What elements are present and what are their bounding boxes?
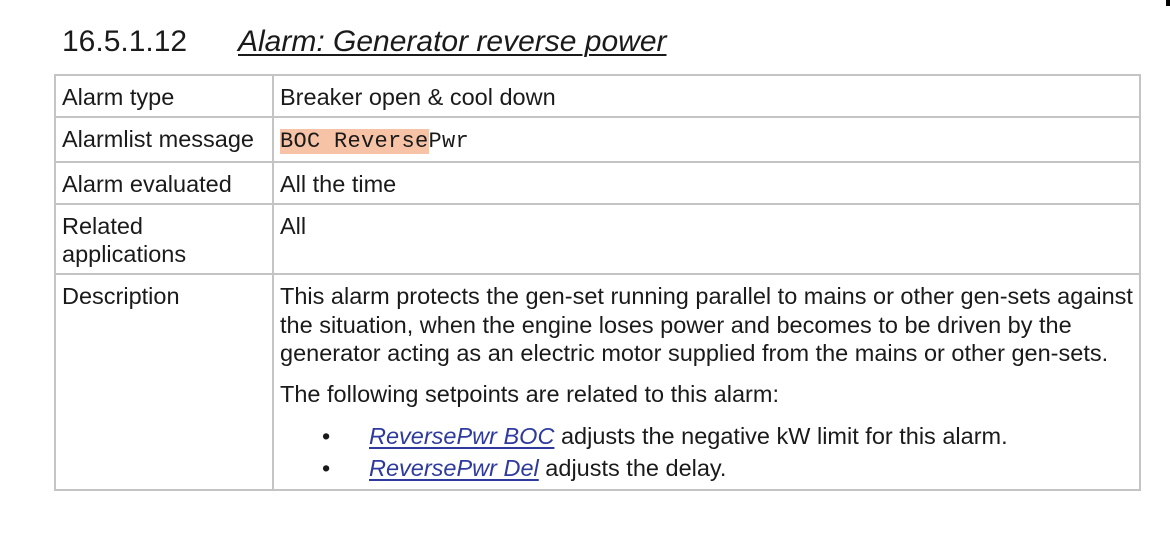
setpoint-link-reversepwr-boc[interactable]: ReversePwr BOC <box>369 423 555 449</box>
alarmlist-message-value <box>273 117 1140 162</box>
setpoint-text: adjusts the delay. <box>538 455 727 481</box>
section-title: Alarm: Generator reverse power <box>238 25 667 58</box>
alarmlist-message-highlighted: BOC Reverse <box>280 129 429 154</box>
table-row-description <box>55 274 1140 490</box>
alarm-info-table <box>54 74 1141 491</box>
description-value <box>273 274 1140 490</box>
row-label: Alarm evaluated <box>55 162 273 204</box>
setpoint-text: adjusts the negative kW limit for this alarm. <box>554 423 1008 449</box>
table-row-alarm-evaluated <box>55 162 1140 204</box>
alarm-type-value: Breaker open & cool down <box>273 75 1140 117</box>
section-heading <box>62 24 667 60</box>
list-item <box>280 452 1133 484</box>
row-label: Alarmlist message <box>55 117 273 162</box>
bullet-icon: • <box>322 423 331 449</box>
setpoints-intro: The following setpoints are related to this alarm: <box>280 380 779 407</box>
bullet-icon: • <box>322 455 331 481</box>
related-applications-value: All <box>273 204 1140 274</box>
section-number: 16.5.1.12 <box>62 25 188 58</box>
alarmlist-message-rest: Pwr <box>428 129 470 154</box>
setpoints-list <box>280 420 1133 484</box>
page-corner-mark <box>1166 0 1170 6</box>
row-label: Description <box>55 274 273 490</box>
table-row-related-applications <box>55 204 1140 274</box>
list-item <box>280 420 1133 452</box>
table-row-alarm-type <box>55 75 1140 117</box>
setpoint-link-reversepwr-del[interactable]: ReversePwr Del <box>369 455 539 481</box>
row-label: Alarm type <box>55 75 273 117</box>
alarm-evaluated-value: All the time <box>273 162 1140 204</box>
table-row-alarmlist-message <box>55 117 1140 162</box>
description-paragraph: This alarm protects the gen-set running parallel to mains or other gen-sets against the situation, when the engine loses power and becomes to be driven by the generator acting as an electric motor supplied from the mains or other gen-sets. <box>280 283 1133 366</box>
row-label: Related applications <box>55 204 273 274</box>
